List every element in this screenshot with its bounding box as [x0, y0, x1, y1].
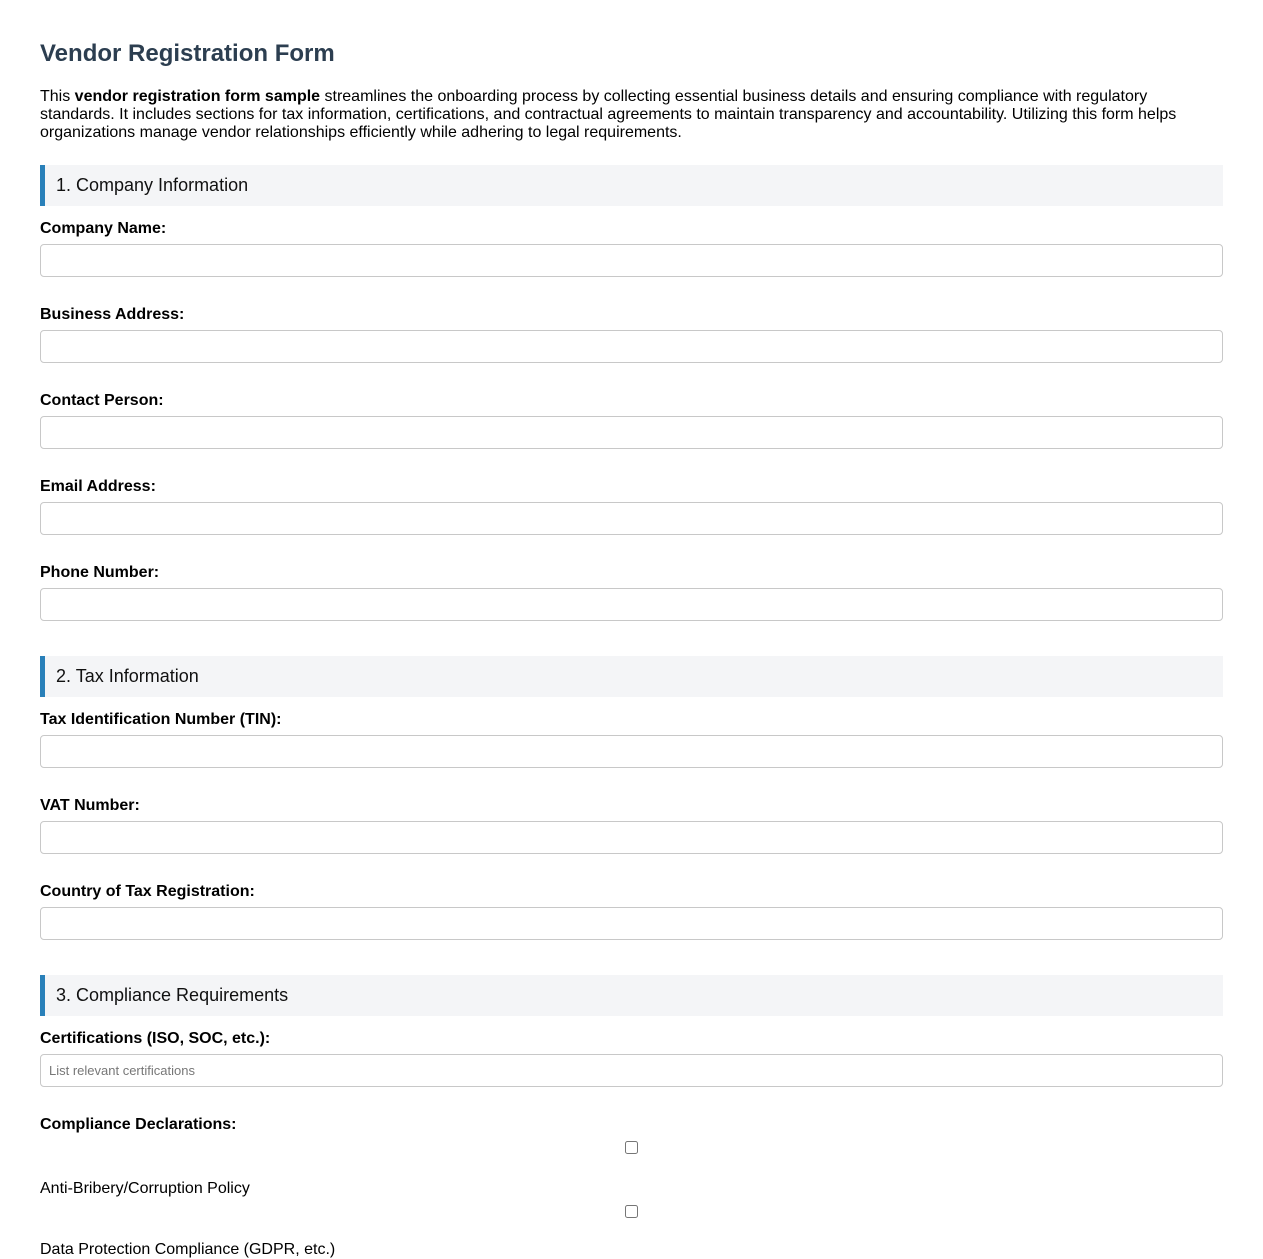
tin-input[interactable]: [40, 735, 1223, 768]
intro-prefix: This: [40, 88, 75, 105]
data-protection-checkbox[interactable]: [625, 1205, 638, 1218]
vat-number-input[interactable]: [40, 821, 1223, 854]
field-contact-person: [40, 392, 1223, 449]
field-company-name: [40, 220, 1223, 277]
vat-number-label: VAT Number:: [40, 797, 140, 814]
field-phone-number: [40, 564, 1223, 621]
field-country-of-tax-registration: [40, 883, 1223, 940]
certifications-label: Certifications (ISO, SOC, etc.):: [40, 1030, 271, 1047]
intro-paragraph: [40, 88, 1200, 142]
company-name-label: Company Name:: [40, 220, 167, 237]
phone-number-label: Phone Number:: [40, 564, 160, 581]
business-address-label: Business Address:: [40, 306, 185, 323]
email-address-input[interactable]: [40, 502, 1223, 535]
field-tin: [40, 711, 1223, 768]
section-header-tax-information: 2. Tax Information: [40, 656, 1223, 697]
declaration-row-anti-bribery: [40, 1141, 1223, 1155]
contact-person-input[interactable]: [40, 416, 1223, 449]
country-of-tax-registration-label: Country of Tax Registration:: [40, 883, 255, 900]
company-name-input[interactable]: [40, 244, 1223, 277]
anti-bribery-label: Anti-Bribery/Corruption Policy: [40, 1180, 250, 1197]
page-title: Vendor Registration Form: [40, 40, 335, 67]
country-of-tax-registration-input[interactable]: [40, 907, 1223, 940]
intro-suffix: streamlines the onboarding process by collecting essential business details and ensuring compliance with regulatory standards. It includes sections for tax information, certifications, and contractual agreements to maintain transparency and accountability. Utilizing this form helps organizations manage vendor relationships efficiently while adhering to legal requirements.: [40, 88, 1177, 141]
certifications-input[interactable]: [40, 1054, 1223, 1087]
contact-person-label: Contact Person:: [40, 392, 164, 409]
section-header-compliance-requirements: 3. Compliance Requirements: [40, 975, 1223, 1016]
field-business-address: [40, 306, 1223, 363]
data-protection-label: Data Protection Compliance (GDPR, etc.): [40, 1241, 336, 1258]
business-address-input[interactable]: [40, 330, 1223, 363]
email-address-label: Email Address:: [40, 478, 156, 495]
tin-label: Tax Identification Number (TIN):: [40, 711, 282, 728]
compliance-declarations: [40, 1116, 1223, 1259]
field-email-address: [40, 478, 1223, 535]
section-header-company-information: 1. Company Information: [40, 165, 1223, 206]
field-vat-number: [40, 797, 1223, 854]
declaration-row-data-protection: [40, 1205, 1223, 1219]
anti-bribery-checkbox[interactable]: [625, 1141, 638, 1154]
compliance-declarations-label: Compliance Declarations:: [40, 1116, 237, 1133]
phone-number-input[interactable]: [40, 588, 1223, 621]
intro-bold: vendor registration form sample: [74, 88, 321, 105]
field-certifications: [40, 1030, 1223, 1087]
